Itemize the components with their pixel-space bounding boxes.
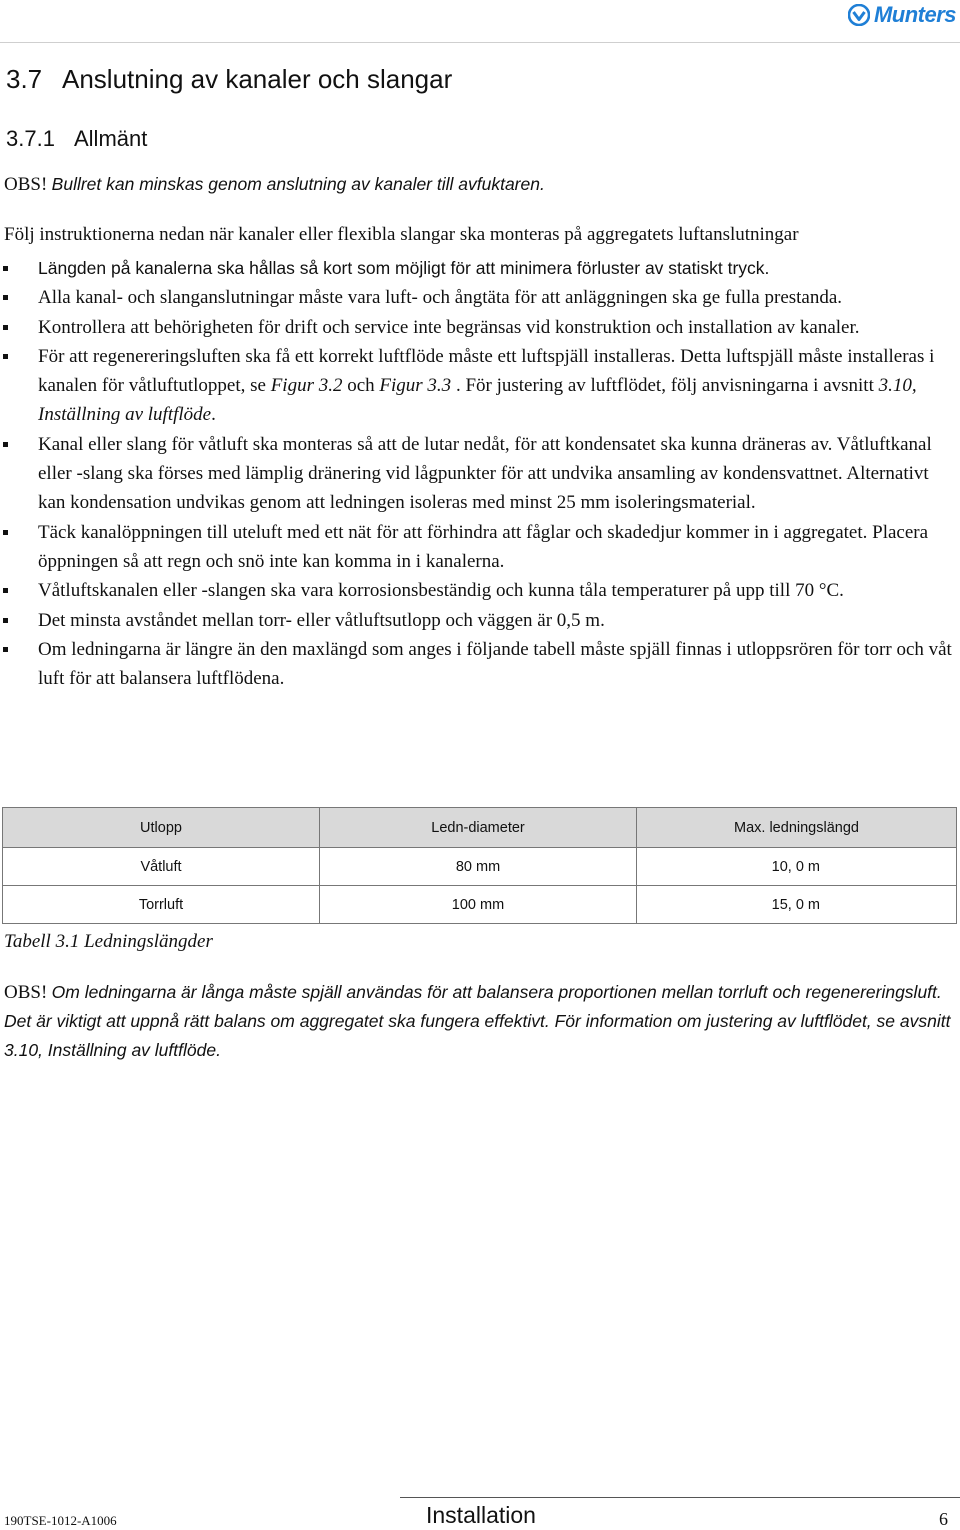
list-item-text: Kanal eller slang för våtluft ska monteras så att de lutar nedåt, för att kondensatet ska kunna dräneras av. Våtluftkanal eller -slang ska förses med lämplig dränering vid lågpunkter för att undvika ansamling av kondensvattnet. Alternativt kan kondensation undvikas genom att ledningen isoleras med minst 25 mm isoleringsmaterial.: [38, 433, 932, 514]
table-header-row: [3, 808, 957, 848]
bullet-icon: [3, 354, 8, 359]
pipe-length-table: [2, 807, 957, 924]
munters-logo: [848, 2, 956, 28]
table-caption: Tabell 3.1 Ledningslängder: [4, 931, 213, 952]
subsection-number: 3.7.1: [6, 126, 55, 151]
munters-logo-icon: [848, 4, 870, 26]
bullet-icon: [3, 325, 8, 330]
bullet-icon: [3, 618, 8, 623]
list-item-text: . För justering av luftflödet, följ anvisningarna i avsnitt: [451, 375, 879, 397]
table-cell: Våtluft: [3, 848, 320, 886]
table-row: [3, 848, 957, 886]
section-heading: [6, 64, 452, 95]
bullet-icon: [3, 442, 8, 447]
table-row: [3, 886, 957, 924]
note-noise: [4, 170, 545, 199]
list-item-text: Det minsta avståndet mellan torr- eller våtluftsutlopp och väggen är 0,5 m.: [38, 609, 605, 631]
list-item-text: .: [211, 404, 216, 426]
section-number: 3.7: [6, 64, 43, 94]
footer-chapter-title: Installation: [426, 1502, 536, 1528]
table-cell: Torrluft: [3, 886, 320, 924]
list-item: [0, 430, 952, 518]
list-item: [0, 342, 952, 430]
list-item-text: Alla kanal- och slanganslutningar måste vara luft- och ångtäta för att anläggningen ska ge fulla prestanda.: [38, 287, 843, 309]
note-long-pipes: [4, 978, 954, 1065]
page-number: 6: [939, 1509, 948, 1529]
bullet-icon: [3, 530, 8, 535]
note-label: OBS!: [4, 174, 48, 195]
footer-divider: [400, 1497, 960, 1498]
list-item-text: Täck kanalöppningen till uteluft med ett nät för att förhindra att fåglar och skadedjur kommer in i aggregatet. Placera öppningen så att regn och snö inte kan komma in i kanalerna.: [38, 521, 929, 572]
list-item: [0, 635, 952, 694]
header-divider: [0, 42, 960, 43]
list-item: [0, 606, 952, 635]
bullet-icon: [3, 647, 8, 652]
bullet-icon: [3, 588, 8, 593]
note-text: Om ledningarna är långa måste spjäll användas för att balansera proportionen mellan torrluft och regenereringsluft. Det är viktigt att uppnå rätt balans om aggregatet ska fungera effektivt. För information om justering av luftflödet, se avsnitt 3.10, Inställning av luftflöde.: [4, 982, 951, 1060]
list-item: [0, 576, 952, 605]
intro-paragraph: Följ instruktionerna nedan när kanaler eller flexibla slangar ska monteras på aggregatets luftanslutningar: [4, 224, 799, 245]
list-item-text: Om ledningarna är längre än den maxlängd som anges i följande tabell måste spjäll finnas i utloppsrören för torr och våt luft för att balansera luftflödena.: [38, 638, 952, 690]
table-cell: 15, 0 m: [637, 886, 957, 924]
bullet-icon: [3, 266, 8, 271]
list-item: [0, 283, 952, 312]
list-item-text: Längden på kanalerna ska hållas så kort som möjligt för att minimera förluster av statiskt tryck.: [38, 258, 770, 278]
document-code: 190TSE-1012-A1006: [4, 1513, 117, 1528]
list-item-text: Kontrollera att behörigheten för drift och service inte begränsas vid konstruktion och installation av kanaler.: [38, 316, 860, 338]
note-label: OBS!: [4, 982, 48, 1003]
list-item: [0, 518, 952, 577]
list-item-text: och: [342, 375, 380, 397]
brand-name: Munters: [873, 2, 956, 27]
figure-reference[interactable]: Figur 3.3: [379, 375, 452, 397]
table-header-cell: Utlopp: [3, 808, 320, 848]
table-header-cell: Max. ledningslängd: [637, 808, 957, 848]
list-item-text: För att regenereringsluften ska få ett korrekt luftflöde måste ett luftspjäll installeras. Detta luftspjäll måste installeras i kanalen för våtluftutloppet, se: [38, 345, 935, 397]
list-item: [0, 313, 952, 342]
table-header-cell: Ledn-diameter: [320, 808, 637, 848]
bullet-icon: [3, 295, 8, 300]
subsection-title: Allmänt: [74, 126, 148, 151]
list-item: [0, 254, 952, 283]
table-cell: 100 mm: [320, 886, 637, 924]
list-item-text: Våtluftskanalen eller -slangen ska vara korrosionsbeständig och kunna tåla temperaturer på upp till 70 °C.: [38, 580, 844, 602]
note-text: Bullret kan minskas genom anslutning av kanaler till avfuktaren.: [51, 174, 545, 194]
section-title: Anslutning av kanaler och slangar: [62, 64, 453, 94]
table-cell: 80 mm: [320, 848, 637, 886]
instruction-list: [0, 254, 952, 693]
subsection-heading: [6, 126, 147, 152]
section-reference[interactable]: 3.10, Inställning av luftflöde: [38, 375, 917, 426]
table-cell: 10, 0 m: [637, 848, 957, 886]
figure-reference[interactable]: Figur 3.2: [270, 375, 343, 397]
